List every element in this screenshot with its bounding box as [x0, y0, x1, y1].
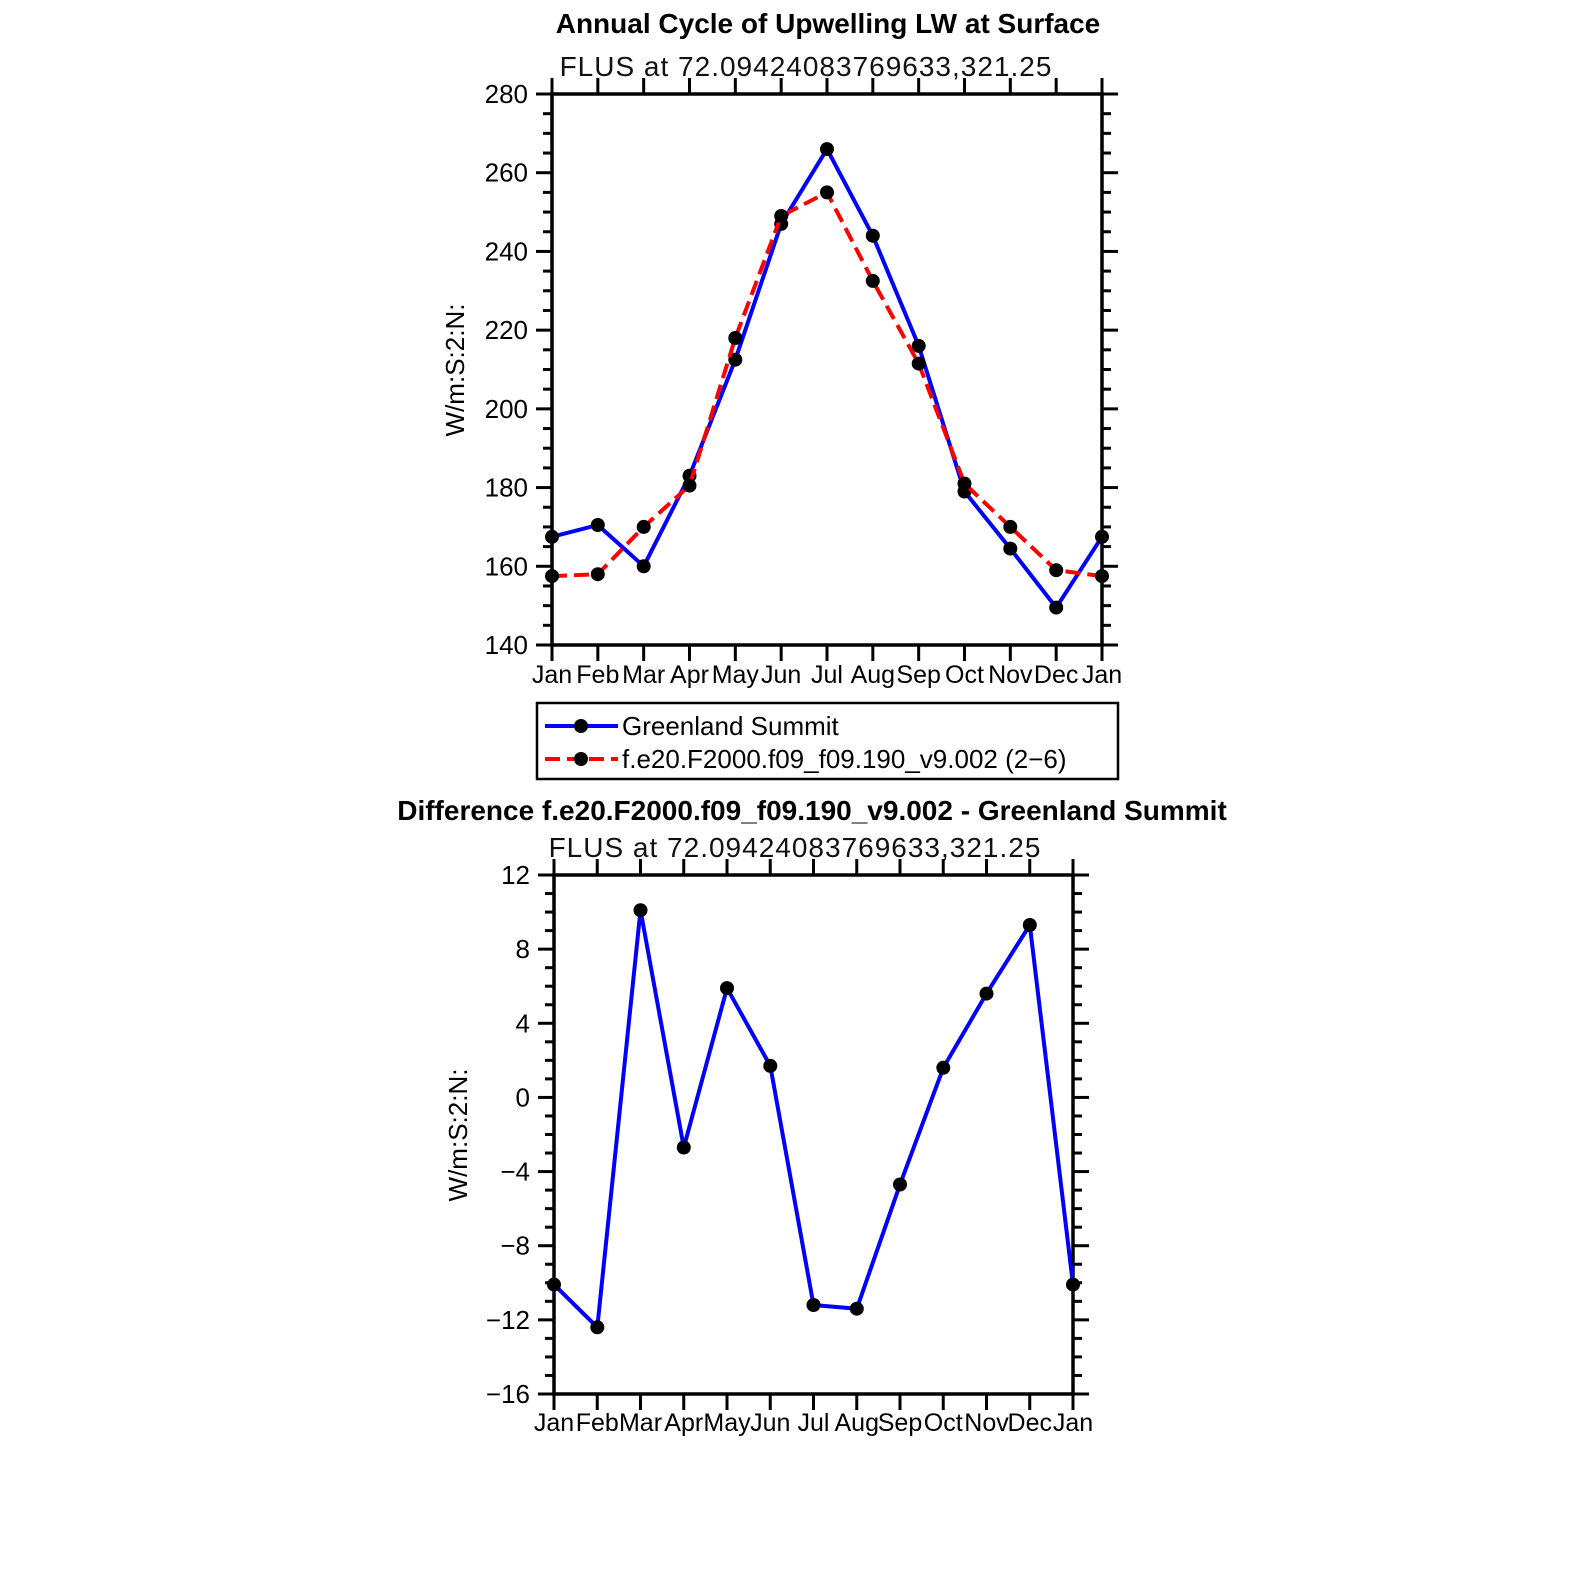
y-tick-label: 8	[515, 934, 530, 965]
data-point-marker	[820, 185, 834, 199]
x-tick-label: Jun	[761, 661, 802, 689]
x-tick-label: Aug	[834, 1409, 879, 1437]
plot-area-bottom	[486, 859, 1093, 1437]
x-tick-label: Jul	[811, 661, 843, 689]
data-point-marker	[590, 1320, 604, 1334]
data-point-marker	[1066, 1278, 1080, 1292]
data-point-marker	[820, 142, 834, 156]
x-tick-label: Jan	[533, 1409, 575, 1437]
x-tick-label: Jun	[750, 1409, 791, 1437]
y-tick-label: −12	[485, 1304, 530, 1335]
legend	[537, 703, 1118, 779]
data-point-marker	[637, 520, 651, 534]
plot-area-top	[485, 78, 1123, 689]
data-point-marker	[634, 903, 648, 917]
legend-label-model: f.e20.F2000.f09_f09.190_v9.002 (2−6)	[622, 744, 1067, 774]
data-point-marker	[1095, 569, 1109, 583]
y-tick-label: 160	[484, 551, 528, 582]
x-tick-label: Nov	[964, 1409, 1009, 1437]
data-point-marker	[1095, 530, 1109, 544]
data-point-marker	[677, 1141, 691, 1155]
y-tick-label: 0	[515, 1082, 530, 1113]
x-tick-label: Jul	[797, 1409, 830, 1437]
data-point-marker	[547, 1278, 561, 1292]
y-tick-label: 140	[484, 630, 528, 660]
data-point-marker	[866, 229, 880, 243]
data-point-marker	[893, 1178, 907, 1192]
data-point-marker	[545, 530, 559, 544]
x-tick-label: Jan	[1081, 661, 1123, 689]
data-point-marker	[591, 567, 605, 581]
x-tick-label: Oct	[945, 661, 984, 689]
x-tick-label: Feb	[575, 1409, 619, 1437]
x-tick-label: Jan	[531, 661, 573, 689]
x-tick-label: Apr	[664, 1409, 704, 1437]
data-point-marker	[774, 209, 788, 223]
x-tick-label: Dec	[1007, 1409, 1052, 1437]
data-point-marker	[591, 518, 605, 532]
data-point-marker	[1003, 542, 1017, 556]
data-point-marker	[683, 479, 697, 493]
x-tick-label: Jan	[1052, 1409, 1094, 1437]
x-tick-label: Mar	[622, 661, 666, 689]
plot-frame	[554, 875, 1073, 1394]
y-tick-label: 200	[484, 393, 528, 424]
x-tick-label: May	[703, 1409, 751, 1437]
annual-cycle-title: Annual Cycle of Upwelling LW at Surface	[555, 8, 1101, 39]
series-line	[552, 192, 1102, 576]
x-tick-label: Sep	[896, 661, 941, 689]
difference-subtitle: FLUS at 72.09424083769633,321.25	[548, 832, 1042, 863]
data-point-marker	[637, 559, 651, 573]
x-tick-label: Apr	[670, 661, 709, 689]
legend-marker-icon	[574, 719, 588, 733]
data-point-marker	[728, 331, 742, 345]
y-tick-label: 220	[484, 315, 528, 346]
y-axis-label-bottom: W/m:S:2:N:	[443, 1068, 473, 1202]
y-tick-label: 260	[484, 157, 528, 188]
data-point-marker	[1003, 520, 1017, 534]
data-point-marker	[1049, 601, 1063, 615]
legend-marker-icon	[574, 752, 588, 766]
annual-cycle-chart	[440, 8, 1122, 779]
data-point-marker	[958, 477, 972, 491]
y-tick-label: 280	[484, 79, 528, 109]
x-tick-label: Mar	[618, 1409, 663, 1437]
series-line	[554, 910, 1073, 1327]
difference-chart	[397, 795, 1227, 1437]
data-point-marker	[807, 1298, 821, 1312]
data-point-marker	[866, 274, 880, 288]
x-tick-label: Feb	[576, 661, 620, 689]
data-point-marker	[763, 1059, 777, 1073]
x-tick-label: Aug	[850, 661, 896, 689]
data-point-marker	[912, 357, 926, 371]
y-tick-label: 240	[484, 236, 528, 267]
x-tick-label: Sep	[877, 1409, 923, 1437]
y-tick-label: 180	[484, 472, 528, 503]
x-tick-label: Nov	[988, 661, 1033, 689]
y-axis-label-top: W/m:S:2:N:	[440, 303, 470, 437]
x-tick-label: May	[711, 661, 759, 689]
data-point-marker	[980, 987, 994, 1001]
x-tick-label: Oct	[923, 1409, 963, 1437]
data-point-marker	[545, 569, 559, 583]
data-point-marker	[1049, 563, 1063, 577]
y-tick-label: −4	[500, 1156, 530, 1187]
data-point-marker	[850, 1302, 864, 1316]
y-tick-label: 12	[501, 860, 530, 890]
x-tick-label: Dec	[1033, 661, 1079, 689]
y-tick-label: −8	[500, 1230, 530, 1261]
y-tick-label: 4	[515, 1008, 530, 1039]
legend-label-greenland-summit: Greenland Summit	[622, 711, 839, 741]
data-point-marker	[720, 981, 734, 995]
data-point-marker	[1023, 918, 1037, 932]
difference-title: Difference f.e20.F2000.f09_f09.190_v9.002 - Greenland Summit	[397, 795, 1227, 826]
y-tick-label: −16	[485, 1379, 530, 1409]
annual-cycle-subtitle: FLUS at 72.09424083769633,321.25	[559, 51, 1053, 82]
data-point-marker	[936, 1061, 950, 1075]
